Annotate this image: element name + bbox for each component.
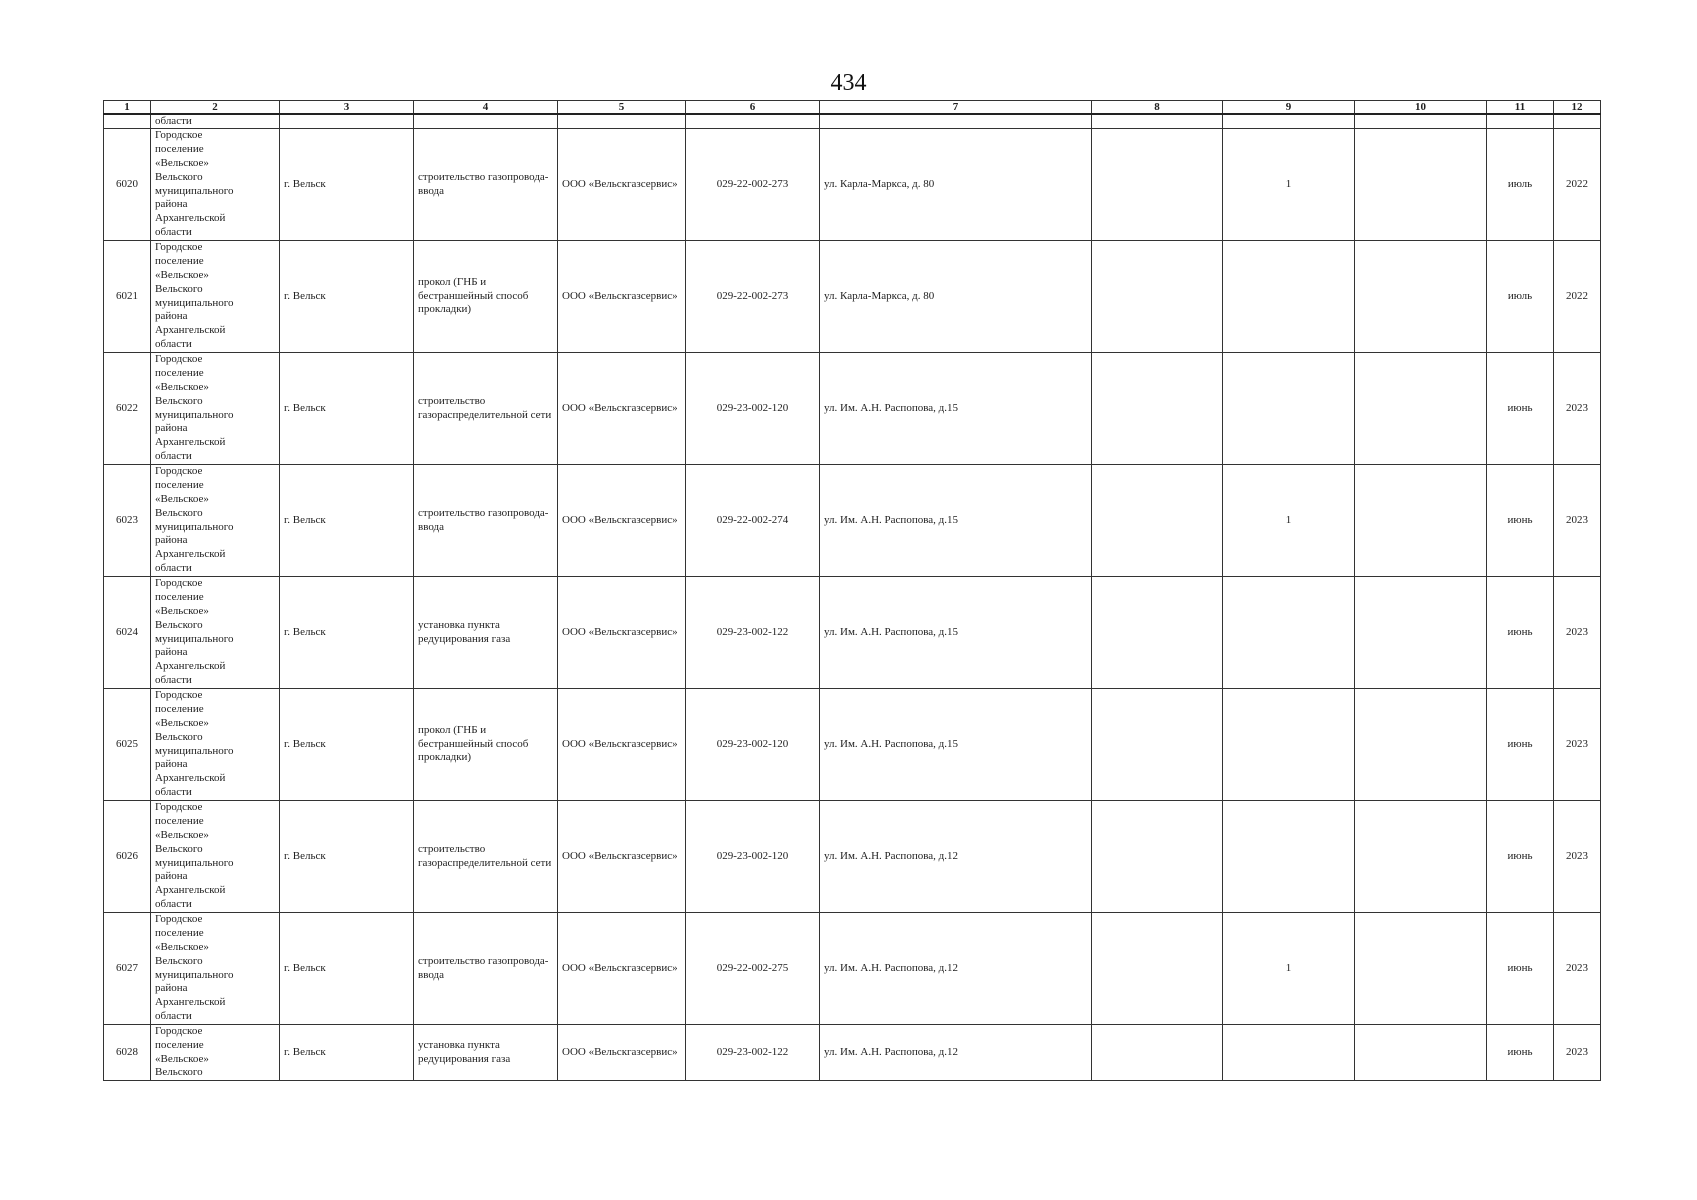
cell-address: ул. Им. А.Н. Распопова, д.15 bbox=[820, 465, 1092, 577]
cell-empty bbox=[1092, 114, 1223, 129]
cell-col8 bbox=[1092, 577, 1223, 689]
cell-month: июнь bbox=[1487, 577, 1554, 689]
cell-number: 6021 bbox=[104, 241, 151, 353]
cell-code: 029-23-002-122 bbox=[686, 577, 820, 689]
cell-organization: ООО «Вельскгазсервис» bbox=[558, 241, 686, 353]
cell-address: ул. Им. А.Н. Распопова, д.15 bbox=[820, 577, 1092, 689]
cell-month: июнь bbox=[1487, 465, 1554, 577]
table-row bbox=[104, 689, 1601, 801]
register-table bbox=[103, 100, 1601, 1081]
cell-address: ул. Карла-Маркса, д. 80 bbox=[820, 129, 1092, 241]
cell-col10 bbox=[1355, 129, 1487, 241]
cell-month: июнь bbox=[1487, 353, 1554, 465]
cell-settlement: г. Вельск bbox=[280, 465, 414, 577]
cell-code: 029-23-002-120 bbox=[686, 353, 820, 465]
cell-empty bbox=[280, 114, 414, 129]
cell-year: 2022 bbox=[1554, 241, 1601, 353]
table-row bbox=[104, 465, 1601, 577]
cell-address: ул. Им. А.Н. Распопова, д.12 bbox=[820, 913, 1092, 1025]
column-header: 1 bbox=[104, 101, 151, 115]
cell-work-type: строительство газопровода-ввода bbox=[414, 129, 558, 241]
cell-municipality: Городское поселение «Вельское» Вельского муниципального района Архангельской области bbox=[151, 913, 280, 1025]
cell-organization: ООО «Вельскгазсервис» bbox=[558, 801, 686, 913]
cell-col8 bbox=[1092, 1025, 1223, 1081]
table-row bbox=[104, 129, 1601, 241]
cell-organization: ООО «Вельскгазсервис» bbox=[558, 353, 686, 465]
cell-col8 bbox=[1092, 801, 1223, 913]
cell-col8 bbox=[1092, 465, 1223, 577]
cell-empty bbox=[820, 114, 1092, 129]
cell-address: ул. Им. А.Н. Распопова, д.12 bbox=[820, 801, 1092, 913]
cell-number: 6022 bbox=[104, 353, 151, 465]
header-row bbox=[104, 101, 1601, 115]
cell-year: 2023 bbox=[1554, 801, 1601, 913]
cell-col9 bbox=[1223, 577, 1355, 689]
cell-month: июнь bbox=[1487, 689, 1554, 801]
cell-col9: 1 bbox=[1223, 129, 1355, 241]
cell-organization: ООО «Вельскгазсервис» bbox=[558, 913, 686, 1025]
cell-organization: ООО «Вельскгазсервис» bbox=[558, 1025, 686, 1081]
cell-empty bbox=[1554, 114, 1601, 129]
cell-col10 bbox=[1355, 1025, 1487, 1081]
column-header: 9 bbox=[1223, 101, 1355, 115]
cell-organization: ООО «Вельскгазсервис» bbox=[558, 689, 686, 801]
cell-empty bbox=[1487, 114, 1554, 129]
cell-number: 6026 bbox=[104, 801, 151, 913]
cell-work-type: строительство газораспределительной сети bbox=[414, 353, 558, 465]
table-row bbox=[104, 801, 1601, 913]
cell-col10 bbox=[1355, 577, 1487, 689]
column-header: 4 bbox=[414, 101, 558, 115]
cell-code: 029-22-002-275 bbox=[686, 913, 820, 1025]
cell-number: 6028 bbox=[104, 1025, 151, 1081]
cell-col10 bbox=[1355, 913, 1487, 1025]
cell-work-type: прокол (ГНБ и бестраншейный способ прокладки) bbox=[414, 241, 558, 353]
cell-address: ул. Карла-Маркса, д. 80 bbox=[820, 241, 1092, 353]
cell-number: 6027 bbox=[104, 913, 151, 1025]
table-row bbox=[104, 577, 1601, 689]
cell-settlement: г. Вельск bbox=[280, 689, 414, 801]
cell-number: 6025 bbox=[104, 689, 151, 801]
cell-month: июль bbox=[1487, 129, 1554, 241]
cell-col8 bbox=[1092, 129, 1223, 241]
column-header: 7 bbox=[820, 101, 1092, 115]
page-number: 434 bbox=[830, 70, 867, 96]
cell-col9: 1 bbox=[1223, 465, 1355, 577]
cell-col8 bbox=[1092, 353, 1223, 465]
table-row bbox=[104, 913, 1601, 1025]
cell-municipality: Городское поселение «Вельское» Вельского муниципального района Архангельской области bbox=[151, 577, 280, 689]
cell-col8 bbox=[1092, 913, 1223, 1025]
cell-empty bbox=[1355, 114, 1487, 129]
cell-col10 bbox=[1355, 689, 1487, 801]
cell-empty bbox=[104, 114, 151, 129]
cell-settlement: г. Вельск bbox=[280, 241, 414, 353]
cell-number: 6020 bbox=[104, 129, 151, 241]
column-header: 3 bbox=[280, 101, 414, 115]
cell-municipality: Городское поселение «Вельское» Вельского муниципального района Архангельской области bbox=[151, 689, 280, 801]
cell-month: июнь bbox=[1487, 913, 1554, 1025]
cell-year: 2023 bbox=[1554, 465, 1601, 577]
cell-municipality: Городское поселение «Вельское» Вельского муниципального района Архангельской области bbox=[151, 801, 280, 913]
cell-municipality: Городское поселение «Вельское» Вельского муниципального района Архангельской области bbox=[151, 129, 280, 241]
cell-organization: ООО «Вельскгазсервис» bbox=[558, 577, 686, 689]
cell-organization: ООО «Вельскгазсервис» bbox=[558, 465, 686, 577]
cell-col9 bbox=[1223, 1025, 1355, 1081]
continuation-row bbox=[104, 114, 1601, 129]
cell-col9: 1 bbox=[1223, 913, 1355, 1025]
cell-work-type: строительство газопровода-ввода bbox=[414, 913, 558, 1025]
cell-year: 2022 bbox=[1554, 129, 1601, 241]
column-header: 11 bbox=[1487, 101, 1554, 115]
cell-work-type: строительство газораспределительной сети bbox=[414, 801, 558, 913]
cell-municipality: Городское поселение «Вельское» Вельского муниципального района Архангельской области bbox=[151, 353, 280, 465]
cell-col9 bbox=[1223, 353, 1355, 465]
column-header: 5 bbox=[558, 101, 686, 115]
cell-work-type: установка пункта редуцирования газа bbox=[414, 577, 558, 689]
cell-code: 029-23-002-120 bbox=[686, 689, 820, 801]
column-header: 2 bbox=[151, 101, 280, 115]
table-row bbox=[104, 1025, 1601, 1081]
column-header: 8 bbox=[1092, 101, 1223, 115]
cell-col9 bbox=[1223, 241, 1355, 353]
cell-year: 2023 bbox=[1554, 689, 1601, 801]
cell-col10 bbox=[1355, 465, 1487, 577]
cell-col9 bbox=[1223, 689, 1355, 801]
cell-month: июнь bbox=[1487, 1025, 1554, 1081]
table-row bbox=[104, 241, 1601, 353]
cell-year: 2023 bbox=[1554, 577, 1601, 689]
cell-year: 2023 bbox=[1554, 353, 1601, 465]
cell-year: 2023 bbox=[1554, 1025, 1601, 1081]
cell-col8 bbox=[1092, 241, 1223, 353]
cell-settlement: г. Вельск bbox=[280, 577, 414, 689]
continuation-text: области bbox=[151, 114, 280, 129]
cell-col10 bbox=[1355, 801, 1487, 913]
cell-address: ул. Им. А.Н. Распопова, д.12 bbox=[820, 1025, 1092, 1081]
cell-col10 bbox=[1355, 353, 1487, 465]
cell-work-type: строительство газопровода-ввода bbox=[414, 465, 558, 577]
cell-number: 6024 bbox=[104, 577, 151, 689]
cell-month: июль bbox=[1487, 241, 1554, 353]
cell-number: 6023 bbox=[104, 465, 151, 577]
cell-code: 029-23-002-122 bbox=[686, 1025, 820, 1081]
column-header: 12 bbox=[1554, 101, 1601, 115]
cell-settlement: г. Вельск bbox=[280, 1025, 414, 1081]
table-row bbox=[104, 353, 1601, 465]
cell-municipality: Городское поселение «Вельское» Вельского муниципального района Архангельской области bbox=[151, 465, 280, 577]
cell-empty bbox=[686, 114, 820, 129]
cell-code: 029-23-002-120 bbox=[686, 801, 820, 913]
cell-municipality: Городское поселение «Вельское» Вельского муниципального района Архангельской области bbox=[151, 241, 280, 353]
cell-month: июнь bbox=[1487, 801, 1554, 913]
cell-code: 029-22-002-273 bbox=[686, 241, 820, 353]
cell-code: 029-22-002-273 bbox=[686, 129, 820, 241]
cell-settlement: г. Вельск bbox=[280, 801, 414, 913]
cell-address: ул. Им. А.Н. Распопова, д.15 bbox=[820, 353, 1092, 465]
cell-empty bbox=[414, 114, 558, 129]
column-header: 10 bbox=[1355, 101, 1487, 115]
cell-col8 bbox=[1092, 689, 1223, 801]
cell-col10 bbox=[1355, 241, 1487, 353]
cell-col9 bbox=[1223, 801, 1355, 913]
cell-settlement: г. Вельск bbox=[280, 353, 414, 465]
cell-code: 029-22-002-274 bbox=[686, 465, 820, 577]
cell-address: ул. Им. А.Н. Распопова, д.15 bbox=[820, 689, 1092, 801]
cell-settlement: г. Вельск bbox=[280, 913, 414, 1025]
cell-empty bbox=[558, 114, 686, 129]
cell-settlement: г. Вельск bbox=[280, 129, 414, 241]
cell-organization: ООО «Вельскгазсервис» bbox=[558, 129, 686, 241]
cell-empty bbox=[1223, 114, 1355, 129]
column-header: 6 bbox=[686, 101, 820, 115]
cell-work-type: установка пункта редуцирования газа bbox=[414, 1025, 558, 1081]
cell-municipality: Городское поселение «Вельское» Вельского bbox=[151, 1025, 280, 1081]
cell-year: 2023 bbox=[1554, 913, 1601, 1025]
cell-work-type: прокол (ГНБ и бестраншейный способ прокладки) bbox=[414, 689, 558, 801]
